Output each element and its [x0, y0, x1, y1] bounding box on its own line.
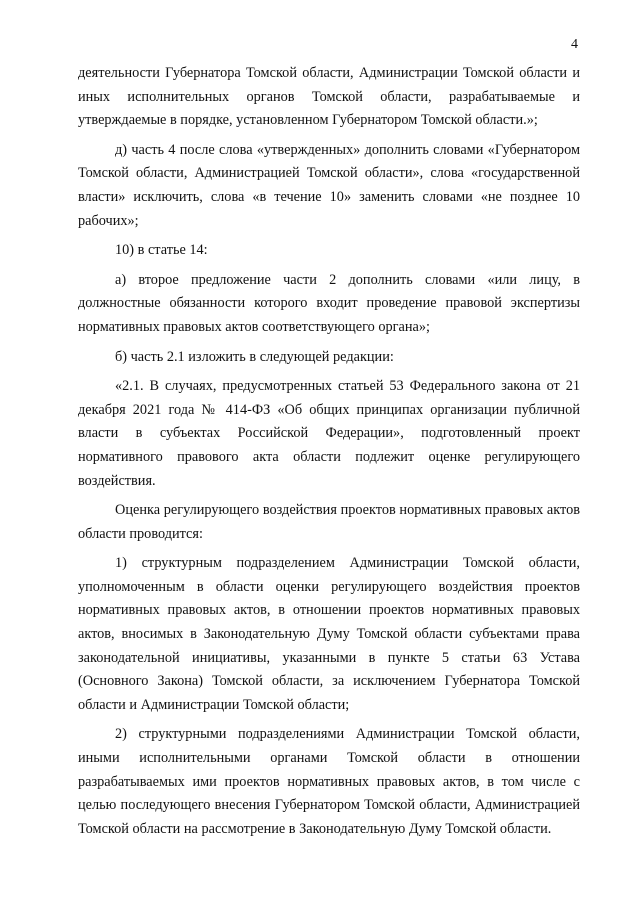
paragraph-item-d: д) часть 4 после слова «утвержденных» дополнить словами «Губернатором Томской области, Администрацией Томской области», слова «государственной власти» исключить, слова «в течение 10» заменить словами «не позднее 10 рабочих»; — [78, 141, 580, 229]
document-body — [78, 62, 580, 841]
paragraph-item-a: а) второе предложение части 2 дополнить словами «или лицу, в должностные обязанности которого входит проведение правовой экспертизы нормативных правовых актов соответствующего органа»; — [78, 271, 580, 335]
paragraph-continuation: деятельности Губернатора Томской области, Администрации Томской области и иных исполнительных органов Томской области, разрабатываемые и утверждаемые в порядке, установленном Губернатором Томской области.»; — [78, 65, 580, 129]
page-number: 4 — [571, 37, 578, 52]
paragraph-item-b: б) часть 2.1 изложить в следующей редакции: — [115, 348, 394, 365]
paragraph-subitem-1: 1) структурным подразделением Администрации Томской области, уполномоченным в области оценки регулирующего воздействия проектов нормативных правовых актов, в отношении проектов нормативных правовых актов, вносимых в Законодательную Думу Томской области субъектами права законодательной инициативы, указанными в пункте 5 статьи 63 Устава (Основного Закона) Томской области, за исключением Губернатора Томской области и Администрации Томской области; — [78, 555, 580, 713]
paragraph-subitem-2: 2) структурными подразделениями Администрации Томской области, иными исполнительными органами Томской области в отношении разрабатываемых ими проектов нормативных правовых актов, в том числе с целью последующего внесения Губернатором Томской области, Администрацией Томской области на рассмотрение в Законодательную Думу Томской области. — [78, 726, 580, 837]
paragraph-part-2-1: «2.1. В случаях, предусмотренных статьей 53 Федерального закона от 21 декабря 2021 года № 414-ФЗ «Об общих принципах организации публичной власти в субъектах Российской Федерации», подготовленный проект нормативного правового акта области подлежит оценке регулирующего воздействия. — [78, 378, 580, 489]
paragraph-item-10: 10) в статье 14: — [115, 242, 208, 259]
paragraph-assessment-intro: Оценка регулирующего воздействия проектов нормативных правовых актов области проводится: — [78, 502, 580, 542]
